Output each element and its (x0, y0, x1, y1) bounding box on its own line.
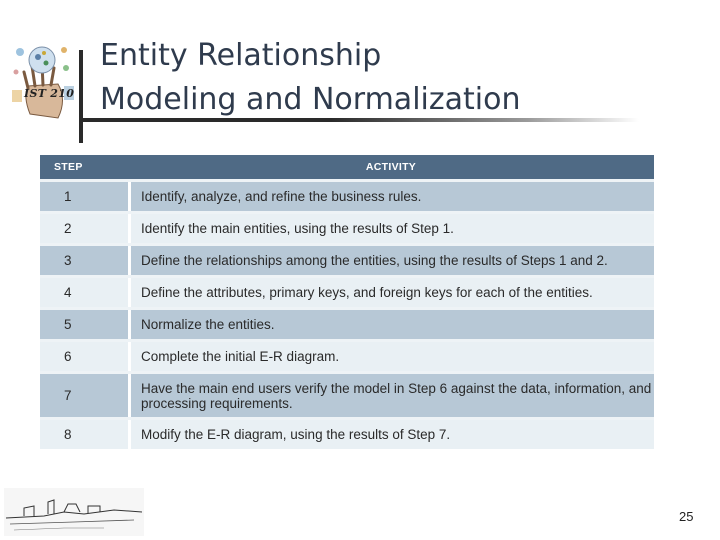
table-row (40, 214, 654, 243)
course-logo (8, 38, 78, 124)
sketch-decoration (4, 488, 144, 536)
step-number: 3 (40, 246, 128, 275)
table-row (40, 374, 654, 417)
step-activity: Identify, analyze, and refine the business rules. (128, 182, 654, 211)
step-activity: Define the attributes, primary keys, and foreign keys for each of the entities. (128, 278, 654, 307)
step-activity: Have the main end users verify the model in Step 6 against the data, information, and processing requirements. (128, 374, 654, 417)
step-number: 6 (40, 342, 128, 371)
hand-globe-logo-icon (8, 38, 78, 124)
logo-label: IST 210 (24, 87, 75, 100)
page-title (100, 34, 520, 122)
step-number: 7 (40, 374, 128, 417)
step-number: 2 (40, 214, 128, 243)
header-step: STEP (40, 155, 128, 179)
step-number: 8 (40, 420, 128, 449)
header-activity: ACTIVITY (128, 155, 654, 179)
step-number: 1 (40, 182, 128, 211)
step-activity: Normalize the entities. (128, 310, 654, 339)
table-row (40, 310, 654, 339)
title-line-1: Entity Relationship (100, 38, 382, 73)
step-activity: Modify the E-R diagram, using the results of Step 7. (128, 420, 654, 449)
step-activity: Identify the main entities, using the results of Step 1. (128, 214, 654, 243)
table-row (40, 278, 654, 307)
page-number: 25 (679, 509, 694, 524)
step-activity: Complete the initial E-R diagram. (128, 342, 654, 371)
table-row (40, 342, 654, 371)
step-number: 5 (40, 310, 128, 339)
er-steps-table (40, 155, 654, 449)
step-number: 4 (40, 278, 128, 307)
table-row (40, 182, 654, 211)
landscape-sketch-icon (4, 488, 144, 536)
table-row (40, 246, 654, 275)
title-line-2: Modeling and Normalization (100, 82, 521, 117)
step-activity: Define the relationships among the entities, using the results of Steps 1 and 2. (128, 246, 654, 275)
title-vertical-rule (79, 50, 83, 143)
table-row (40, 420, 654, 449)
table-header-row (40, 155, 654, 179)
